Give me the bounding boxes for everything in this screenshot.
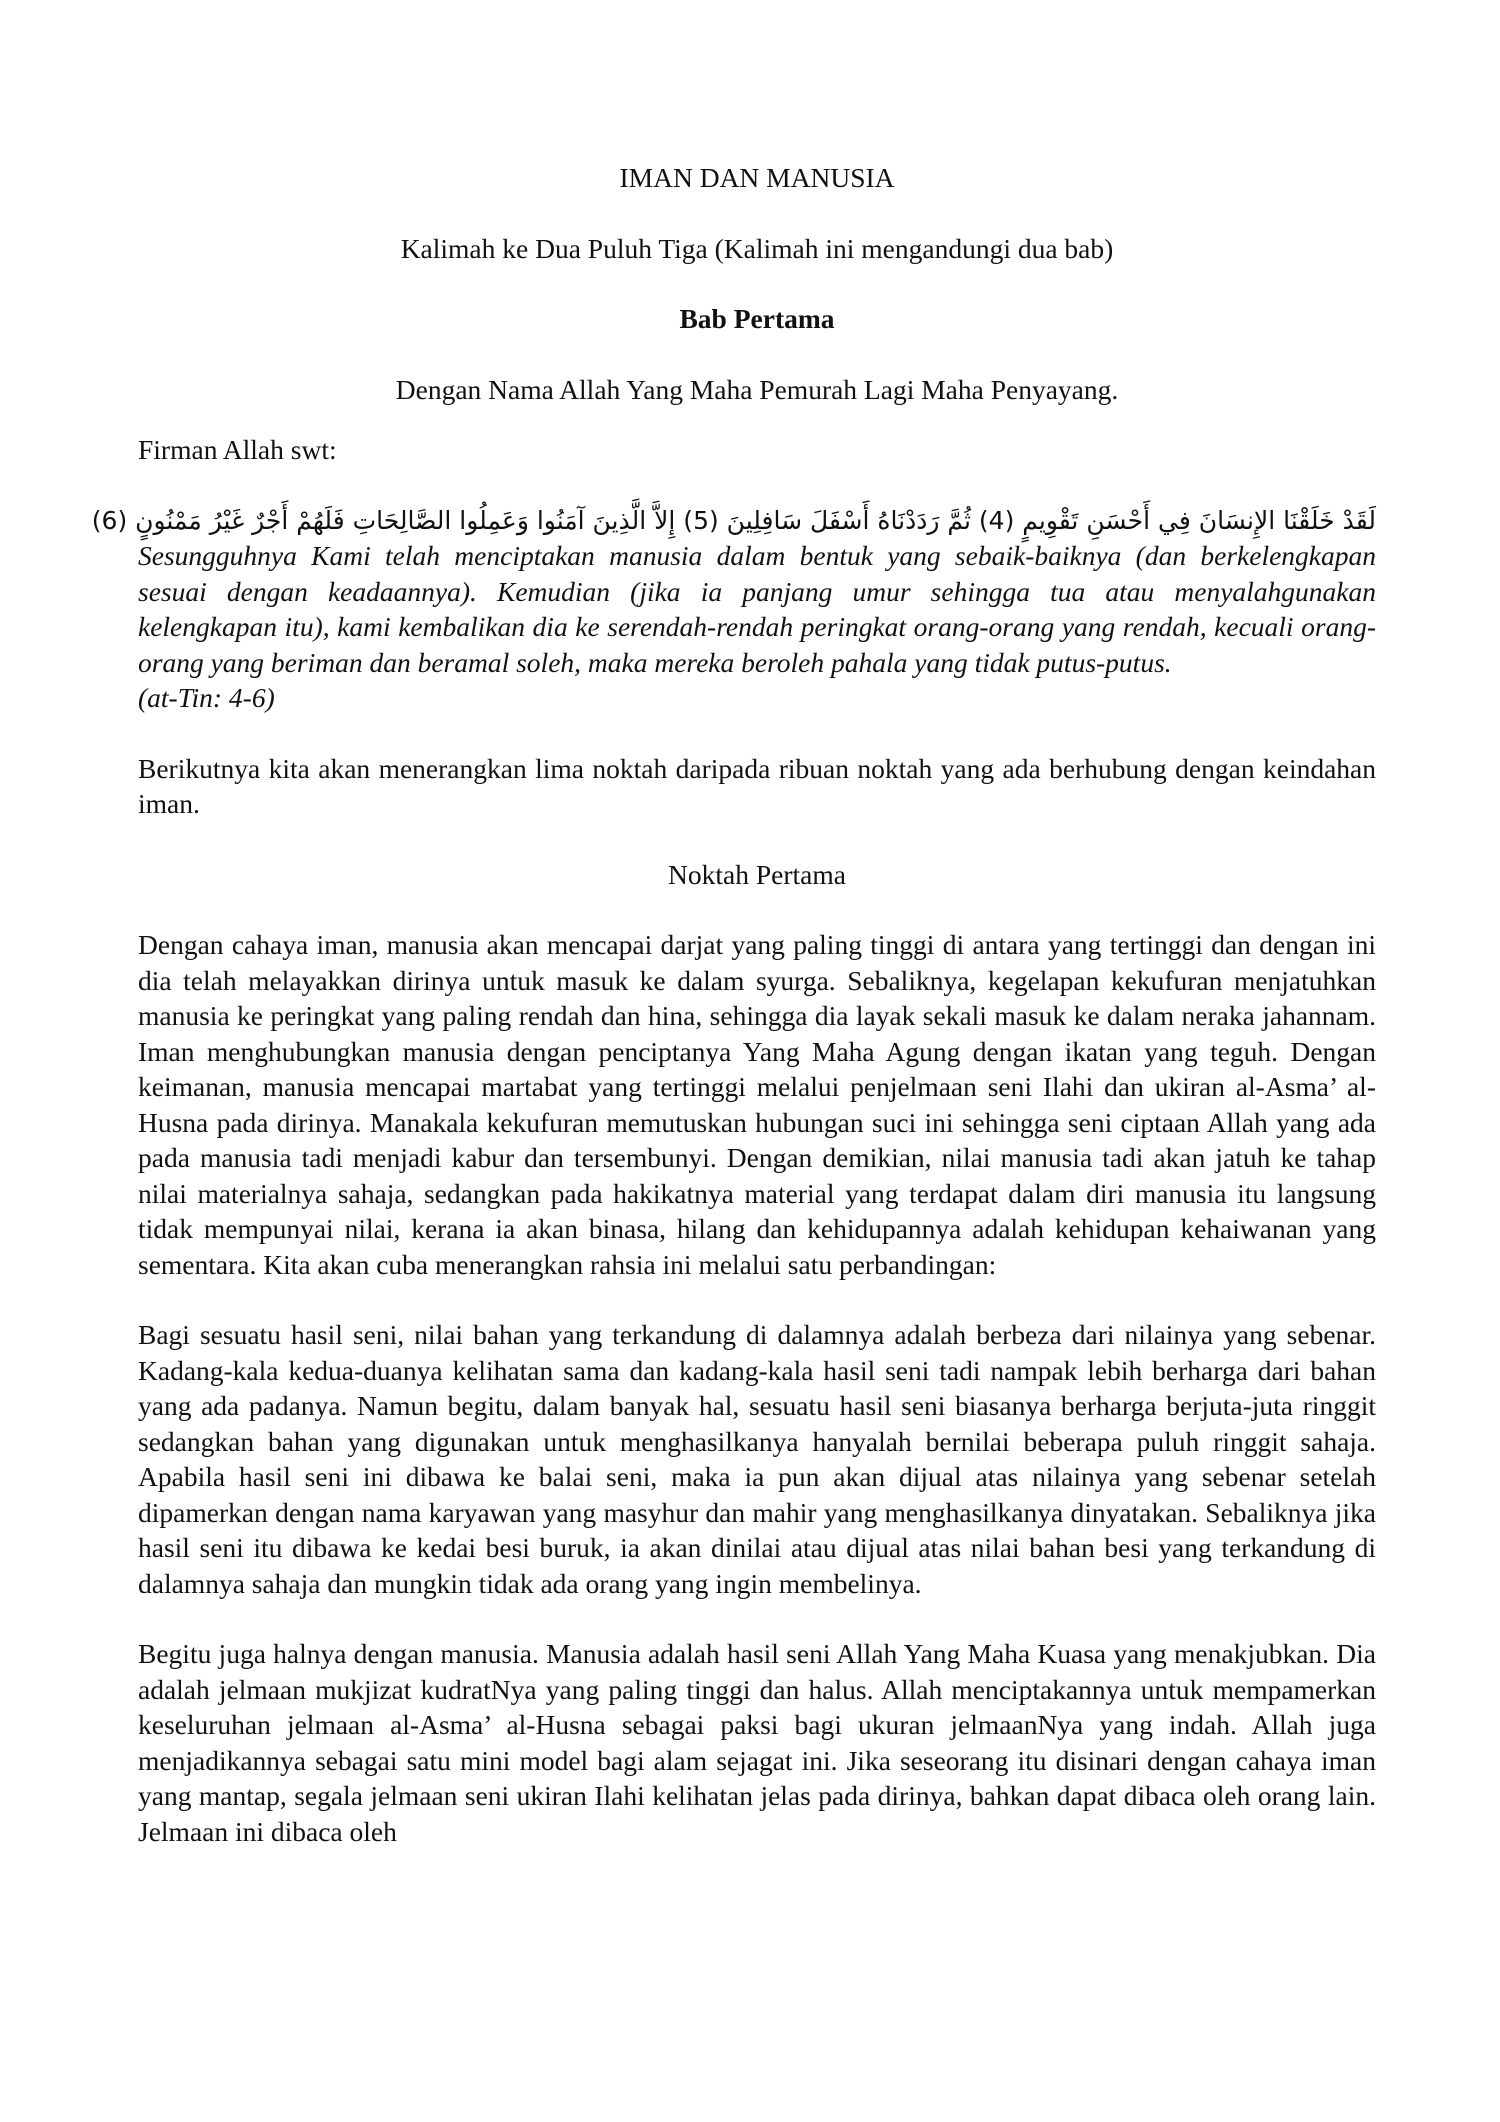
intro-paragraph: Berikutnya kita akan menerangkan lima noktah daripada ribuan noktah yang ada berhubung dengan keindahan iman.	[138, 752, 1376, 819]
section-heading: Noktah Pertama	[668, 858, 846, 890]
verse-translation: Sesungguhnya Kami telah menciptakan manusia dalam bentuk yang sebaik-baiknya (dan berkelengkapan sesuai dengan keadaannya). Kemudian (jika ia panjang umur sehingga tua atau menyalahgunakan kelengkapan itu), kami kembalikan dia ke serendah-rendah peringkat orang-orang yang rendah, kecuali orang-orang yang beriman dan beramal soleh, maka mereka beroleh pahala yang tidak putus-putus.	[138, 540, 1376, 678]
body-paragraph: Dengan cahaya iman, manusia akan mencapai darjat yang paling tinggi di antara yang tertinggi dan dengan ini dia telah melayakkan dirinya untuk masuk ke dalam syurga. Sebaliknya, kegelapan kekufuran menjatuhkan manusia ke peringkat yang paling rendah dan hina, sehingga dia layak sekali masuk ke dalam neraka jahannam. Iman menghubungkan manusia dengan penciptanya Yang Maha Agung dengan ikatan yang teguh. Dengan keimanan, manusia mencapai martabat yang tertinggi melalui penjelmaan seni Ilahi dan ukiran al-Asma’ al-Husna pada dirinya. Manakala kekufuran memutuskan hubungan suci ini sehingga seni ciptaan Allah yang ada pada manusia tadi menjadi kabur dan tersembunyi. Dengan demikian, nilai manusia tadi akan jatuh ke tahap nilai materialnya sahaja, sedangkan pada hakikatnya material yang terdapat dalam diri manusia itu langsung tidak mempunyai nilai, kerana ia akan binasa, hilang dan kehidupannya adalah kehidupan kehaiwanan yang sementara. Kita akan cuba menerangkan rahsia ini melalui satu perbandingan:	[138, 929, 1376, 1280]
firman-intro: Firman Allah swt:	[138, 434, 337, 465]
document-subtitle: Kalimah ke Dua Puluh Tiga (Kalimah ini mengandungi dua bab)	[400, 232, 1114, 264]
body-paragraph: Bagi sesuatu hasil seni, nilai bahan yang terkandung di dalamnya adalah berbeza dari nilainya yang sebenar. Kadang-kala kedua-duanya kelihatan sama dan kadang-kala hasil seni tadi nampak lebih berharga dari bahan yang ada padanya. Namun begitu, dalam banyak hal, sesuatu hasil seni biasanya berharga berjuta-juta ringgit sedangkan bahan yang digunakan untuk menghasilkanya hanyalah bernilai beberapa puluh ringgit sahaja. Apabila hasil seni ini dibawa ke balai seni, maka ia pun akan dijual atas nilainya yang sebenar setelah dipamerkan dengan nama karyawan yang masyhur dan mahir yang menghasilkanya dinyatakan. Sebaliknya jika hasil seni itu dibawa ke kedai besi buruk, ia akan dinilai atau dijual atas nilai bahan besi yang terkandung di dalamnya sahaja dan mungkin tidak ada orang yang ingin membelinya.	[138, 1319, 1376, 1599]
verse-reference: (at-Tin: 4-6)	[138, 682, 275, 713]
arabic-verse: لَقَدْ خَلَقْنَا الإِنسَانَ فِي أَحْسَنِ تَقْوِيمٍ (4) ثُمَّ رَدَدْنَاهُ أَسْفَلَ سَافِلِينَ (5) إِلاَّ الَّذِينَ آمَنُوا وَعَمِلُوا الصَّالِحَاتِ فَلَهُمْ أَجْرٌ غَيْرُ مَمْنُونٍ (6)	[91, 505, 1376, 535]
chapter-heading: Bab Pertama	[679, 303, 835, 334]
document-title: IMAN DAN MANUSIA	[619, 162, 895, 193]
basmalah-line: Dengan Nama Allah Yang Maha Pemurah Lagi Maha Penyayang.	[395, 373, 1119, 405]
body-paragraph: Begitu juga halnya dengan manusia. Manusia adalah hasil seni Allah Yang Maha Kuasa yang menakjubkan. Dia adalah jelmaan mukjizat kudratNya yang paling tinggi dan halus. Allah menciptakannya untuk mempamerkan keseluruhan jelmaan al-Asma’ al-Husna sebagai paksi bagi ukuran jelmaanNya yang indah. Allah juga menjadikannya sebagai satu mini model bagi alam sejagat ini. Jika seseorang itu disinari dengan cahaya iman yang mantap, segala jelmaan seni ukiran Ilahi kelihatan jelas pada dirinya, bahkan dapat dibaca oleh orang lain. Jelmaan ini dibaca oleh	[138, 1638, 1376, 1847]
